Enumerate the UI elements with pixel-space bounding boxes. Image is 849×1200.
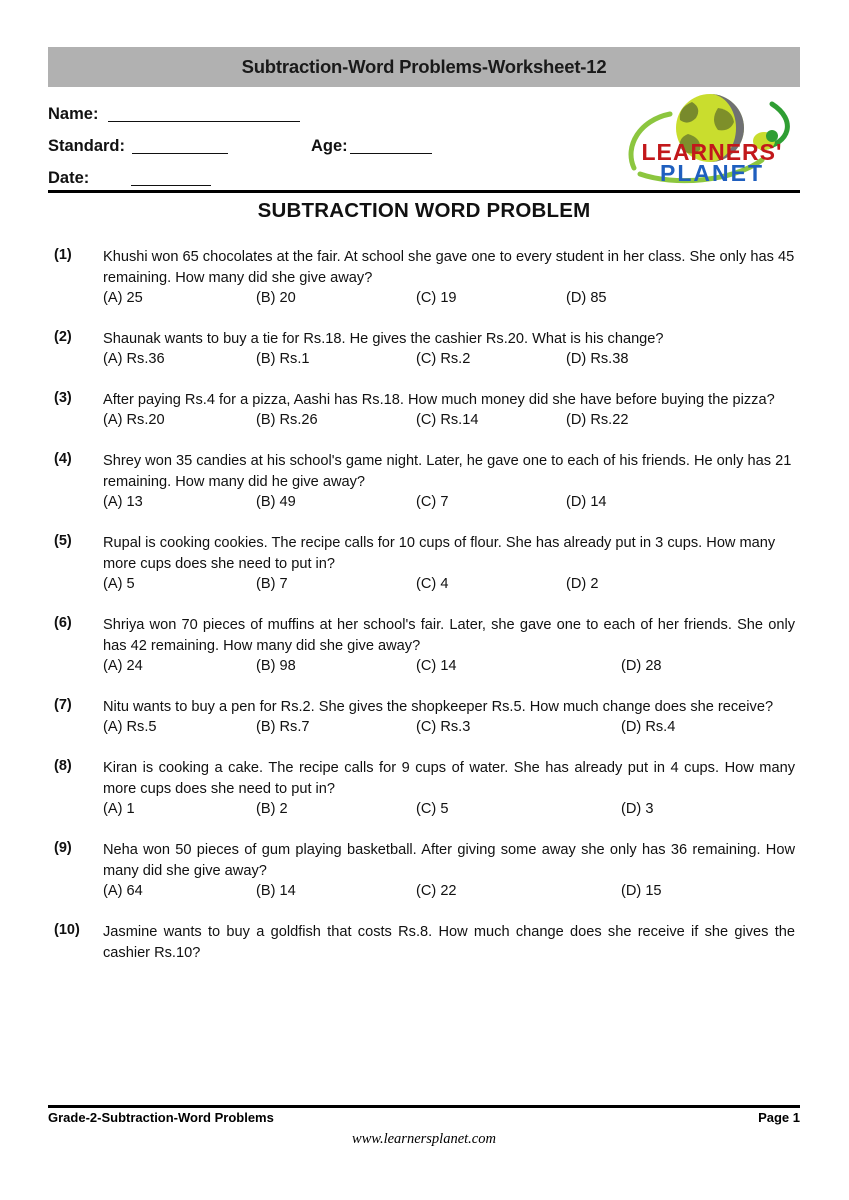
option-d[interactable]: (D) 3: [621, 801, 654, 817]
option-c[interactable]: (C) Rs.2: [416, 351, 471, 367]
option-c[interactable]: (C) 19: [416, 290, 457, 306]
option-row: [103, 290, 803, 315]
option-b[interactable]: (B) Rs.26: [256, 412, 318, 428]
option-a[interactable]: (A) 13: [103, 494, 143, 510]
option-a[interactable]: (A) Rs.5: [103, 719, 157, 735]
option-d[interactable]: (D) 2: [566, 576, 599, 592]
question-number: (4): [54, 451, 72, 467]
question-text: Rupal is cooking cookies. The recipe calls for 10 cups of flour. She has already put in 3 cups. How many more cups does she need to put in?: [103, 535, 776, 572]
question-item: [48, 329, 803, 376]
date-label: Date:: [48, 168, 90, 187]
question-text: Kiran is cooking a cake. The recipe calls for 9 cups of water. She has already put in 4 cups. How many more cups does she need to put in?: [103, 760, 795, 797]
option-d[interactable]: (D) 15: [621, 883, 662, 899]
question-number: (2): [54, 329, 72, 345]
age-label: Age:: [311, 136, 348, 155]
option-d[interactable]: (D) Rs.38: [566, 351, 629, 367]
question-number: (5): [54, 533, 72, 549]
question-text: Shrey won 35 candies at his school's game night. Later, he gave one to each of his friends. He only has 21 remaining. How many did he give away?: [103, 453, 792, 490]
footer: [48, 1110, 800, 1125]
option-c[interactable]: (C) 5: [416, 801, 449, 817]
date-input[interactable]: [131, 171, 211, 186]
option-a[interactable]: (A) 25: [103, 290, 143, 306]
worksheet-title-bar: [48, 47, 800, 87]
option-c[interactable]: (C) Rs.14: [416, 412, 479, 428]
option-row: [103, 412, 803, 437]
option-row: [103, 883, 803, 908]
name-input[interactable]: [108, 107, 300, 122]
option-b[interactable]: (B) 98: [256, 658, 296, 674]
standard-age-row: [48, 122, 608, 154]
option-a[interactable]: (A) Rs.20: [103, 412, 165, 428]
question-number: (6): [54, 615, 72, 631]
logo-line2: PLANET: [660, 160, 764, 186]
question-text: Shaunak wants to buy a tie for Rs.18. He gives the cashier Rs.20. What is his change?: [103, 331, 664, 347]
question-item: [48, 533, 803, 601]
option-a[interactable]: (A) 24: [103, 658, 143, 674]
option-row: [103, 576, 803, 601]
option-b[interactable]: (B) Rs.1: [256, 351, 310, 367]
standard-input[interactable]: [132, 139, 228, 154]
footer-url: www.learnersplanet.com: [352, 1131, 496, 1147]
option-b[interactable]: (B) 49: [256, 494, 296, 510]
option-a[interactable]: (A) Rs.36: [103, 351, 165, 367]
worksheet-sheet: [45, 0, 805, 1200]
date-row: [48, 154, 608, 186]
option-d[interactable]: (D) 28: [621, 658, 662, 674]
age-group: [311, 138, 432, 155]
option-a[interactable]: (A) 5: [103, 576, 135, 592]
option-row: [103, 719, 803, 744]
option-d[interactable]: (D) 14: [566, 494, 607, 510]
option-c[interactable]: (C) 4: [416, 576, 449, 592]
question-number: (9): [54, 840, 72, 856]
question-text: After paying Rs.4 for a pizza, Aashi has Rs.18. How much money did she have before buying the pizza?: [103, 392, 775, 408]
worksheet-title: Subtraction-Word Problems-Worksheet-12: [241, 56, 607, 77]
option-d[interactable]: (D) Rs.22: [566, 412, 629, 428]
name-label: Name:: [48, 104, 99, 123]
question-item: [48, 247, 803, 315]
option-row: [103, 494, 803, 519]
question-number: (3): [54, 390, 72, 406]
learners-planet-logo: [622, 86, 802, 186]
option-c[interactable]: (C) 7: [416, 494, 449, 510]
header-divider: [48, 190, 800, 193]
age-input[interactable]: [350, 139, 432, 154]
logo-line1: LEARNERS': [641, 139, 783, 165]
option-a[interactable]: (A) 64: [103, 883, 143, 899]
footer-page-number: Page 1: [758, 1110, 800, 1125]
question-text: Khushi won 65 chocolates at the fair. At school she gave one to every student in her class. She only has 45 remaining. How many did she give away?: [103, 249, 795, 286]
question-item: [48, 390, 803, 437]
name-row: [48, 90, 608, 122]
footer-divider: [48, 1105, 800, 1108]
question-number: (7): [54, 697, 72, 713]
question-text: Nitu wants to buy a pen for Rs.2. She gives the shopkeeper Rs.5. How much change does she receive?: [103, 699, 774, 715]
option-d[interactable]: (D) 85: [566, 290, 607, 306]
option-b[interactable]: (B) Rs.7: [256, 719, 310, 735]
option-c[interactable]: (C) 14: [416, 658, 457, 674]
question-number: (8): [54, 758, 72, 774]
option-c[interactable]: (C) 22: [416, 883, 457, 899]
question-text: Jasmine wants to buy a goldfish that costs Rs.8. How much change does she receive if she gives the cashier Rs.10?: [103, 924, 795, 961]
student-info-fields: [48, 90, 608, 186]
option-b[interactable]: (B) 14: [256, 883, 296, 899]
option-b[interactable]: (B) 20: [256, 290, 296, 306]
question-number: (1): [54, 247, 72, 263]
option-b[interactable]: (B) 2: [256, 801, 288, 817]
standard-label: Standard:: [48, 136, 126, 155]
question-item: [48, 922, 803, 964]
option-d[interactable]: (D) Rs.4: [621, 719, 676, 735]
question-item: [48, 697, 803, 744]
question-text: Shriya won 70 pieces of muffins at her school's fair. Later, she gave one to each of her friends. She only has 42 remaining. How many did she give away?: [103, 617, 795, 654]
question-list: [48, 247, 803, 978]
question-number: (10): [54, 922, 80, 938]
page-title: SUBTRACTION WORD PROBLEM: [257, 199, 591, 222]
option-row: [103, 658, 803, 683]
option-row: [103, 351, 803, 376]
question-item: [48, 758, 803, 826]
question-item: [48, 840, 803, 908]
question-text: Neha won 50 pieces of gum playing basketball. After giving some away she only has 36 remaining. How many did she give away?: [103, 842, 795, 879]
question-item: [48, 615, 803, 683]
footer-subject: Grade-2-Subtraction-Word Problems: [48, 1110, 274, 1125]
option-b[interactable]: (B) 7: [256, 576, 288, 592]
question-item: [48, 451, 803, 519]
option-c[interactable]: (C) Rs.3: [416, 719, 471, 735]
option-row: [103, 801, 803, 826]
option-a[interactable]: (A) 1: [103, 801, 135, 817]
